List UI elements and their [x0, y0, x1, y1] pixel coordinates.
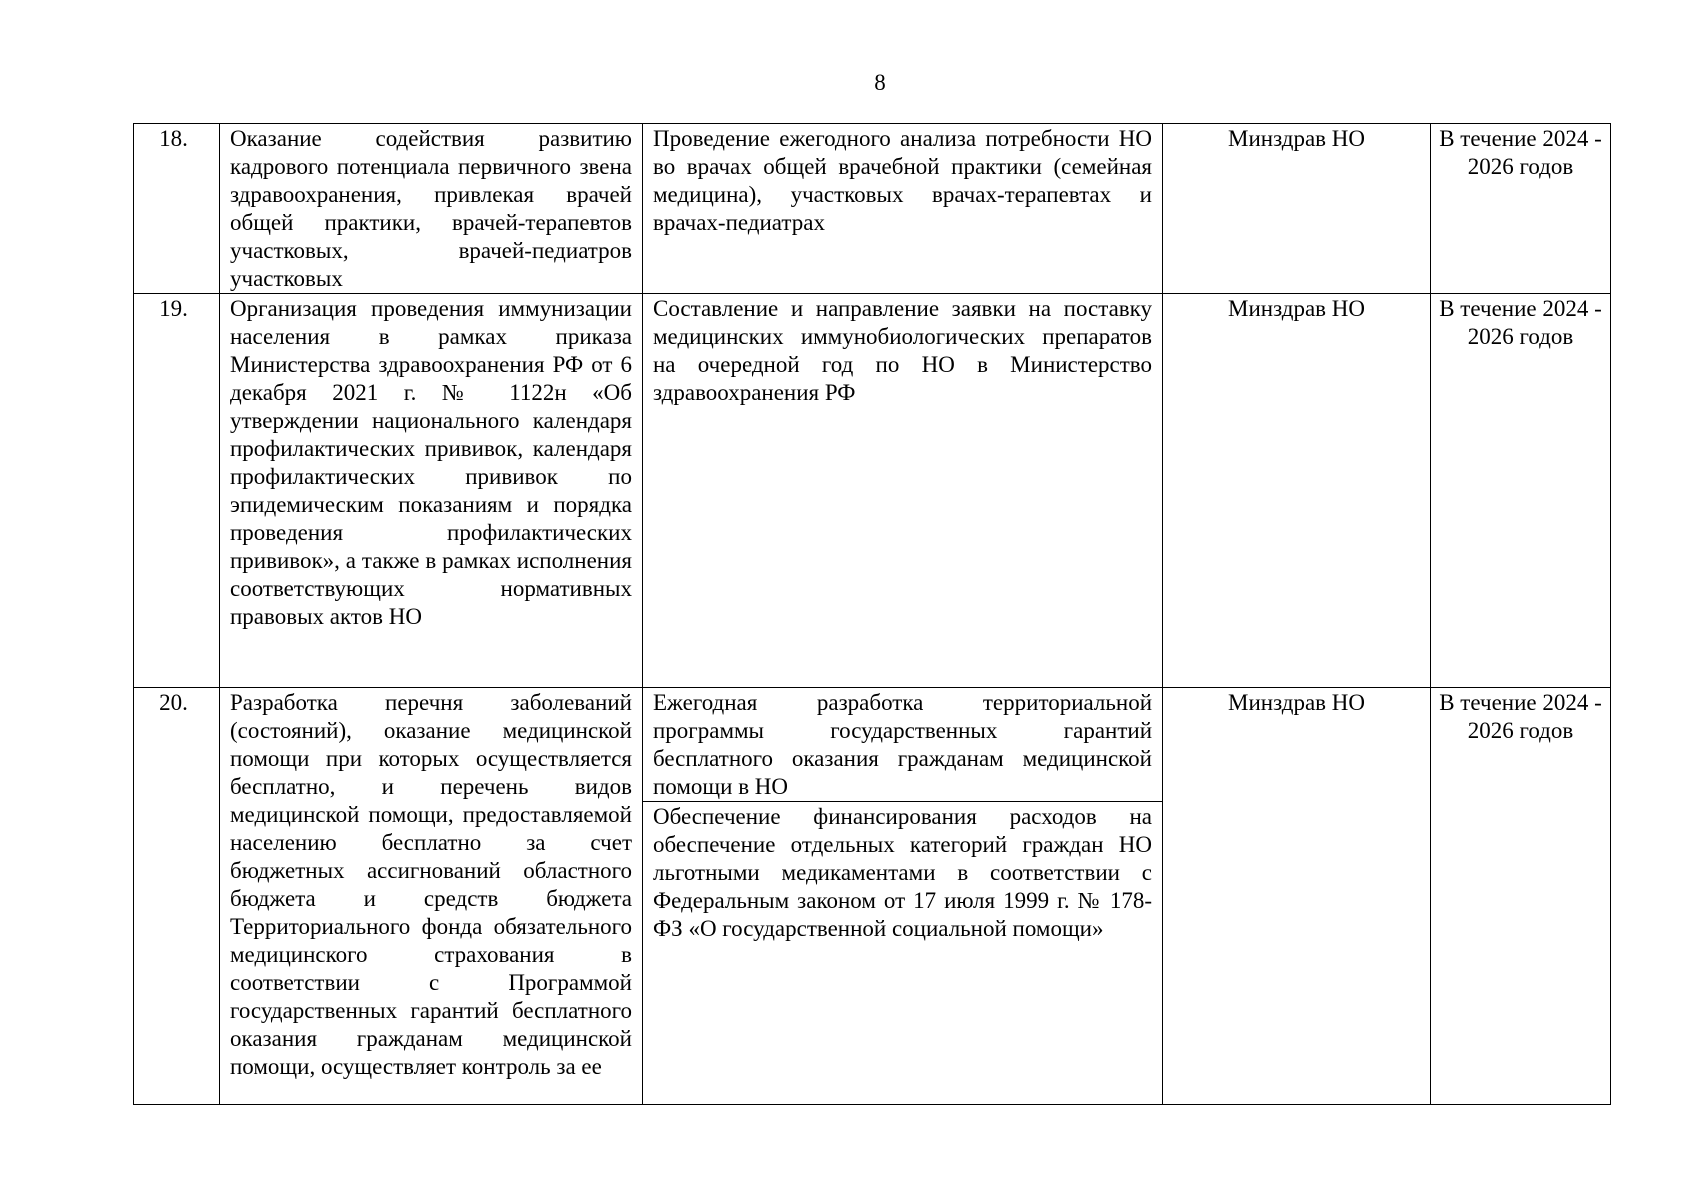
measures-table	[133, 123, 1611, 1105]
term-cell: В течение 2024 - 2026 годов	[1431, 294, 1611, 688]
responsible-cell: Минздрав НО	[1163, 688, 1431, 1105]
row-number: 20.	[134, 688, 220, 1105]
action-cell: Проведение ежегодного анализа потребности НО во врачах общей врачебной практики (семейная медицина), участковых врачах-терапевтах и врачах-педиатрах	[643, 124, 1163, 294]
task-cell: Разработка перечня заболеваний (состояний), оказание медицинской помощи при которых осуществляется бесплатно, и перечень видов медицинской помощи, предоставляемой населению бесплатно за счет бюджетных ассигнований областного бюджета и средств бюджета Территориального фонда обязательного медицинского страхования в соответствии с Программой государственных гарантий бесплатного оказания гражданам медицинской помощи, осуществляет контроль за ее	[220, 688, 643, 1105]
action-cell: Составление и направление заявки на поставку медицинских иммунобиологических препаратов на очередной год по НО в Министерство здравоохранения РФ	[643, 294, 1163, 688]
term-cell: В течение 2024 - 2026 годов	[1431, 688, 1611, 1105]
term-cell: В течение 2024 - 2026 годов	[1431, 124, 1611, 294]
responsible-cell: Минздрав НО	[1163, 294, 1431, 688]
action-cell	[643, 688, 1163, 1105]
page-number: 8	[874, 70, 886, 95]
table-row	[134, 688, 1611, 1105]
action-item: Обеспечение финансирования расходов на обеспечение отдельных категорий граждан НО льготными медикаментами в соответствии с Федеральным законом от 17 июля 1999 г. № 178-ФЗ «О государственной социальной помощи»	[643, 801, 1162, 943]
responsible-cell: Минздрав НО	[1163, 124, 1431, 294]
row-number: 19.	[134, 294, 220, 688]
task-cell: Организация проведения иммунизации населения в рамках приказа Министерства здравоохранения РФ от 6 декабря 2021 г. № 1122н «Об утверждении национального календаря профилактических прививок, календаря профилактических прививок по эпидемическим показаниям и порядка проведения профилактических прививок», а также в рамках исполнения соответствующих нормативных правовых актов НО	[220, 294, 643, 688]
row-number: 18.	[134, 124, 220, 294]
task-cell: Оказание содействия развитию кадрового потенциала первичного звена здравоохранения, привлекая врачей общей практики, врачей-терапевтов участковых, врачей-педиатров участковых	[220, 124, 643, 294]
table-row	[134, 294, 1611, 688]
table-row	[134, 124, 1611, 294]
action-item: Ежегодная разработка территориальной программы государственных гарантий бесплатного оказания гражданам медицинской помощи в НО	[653, 690, 1152, 799]
